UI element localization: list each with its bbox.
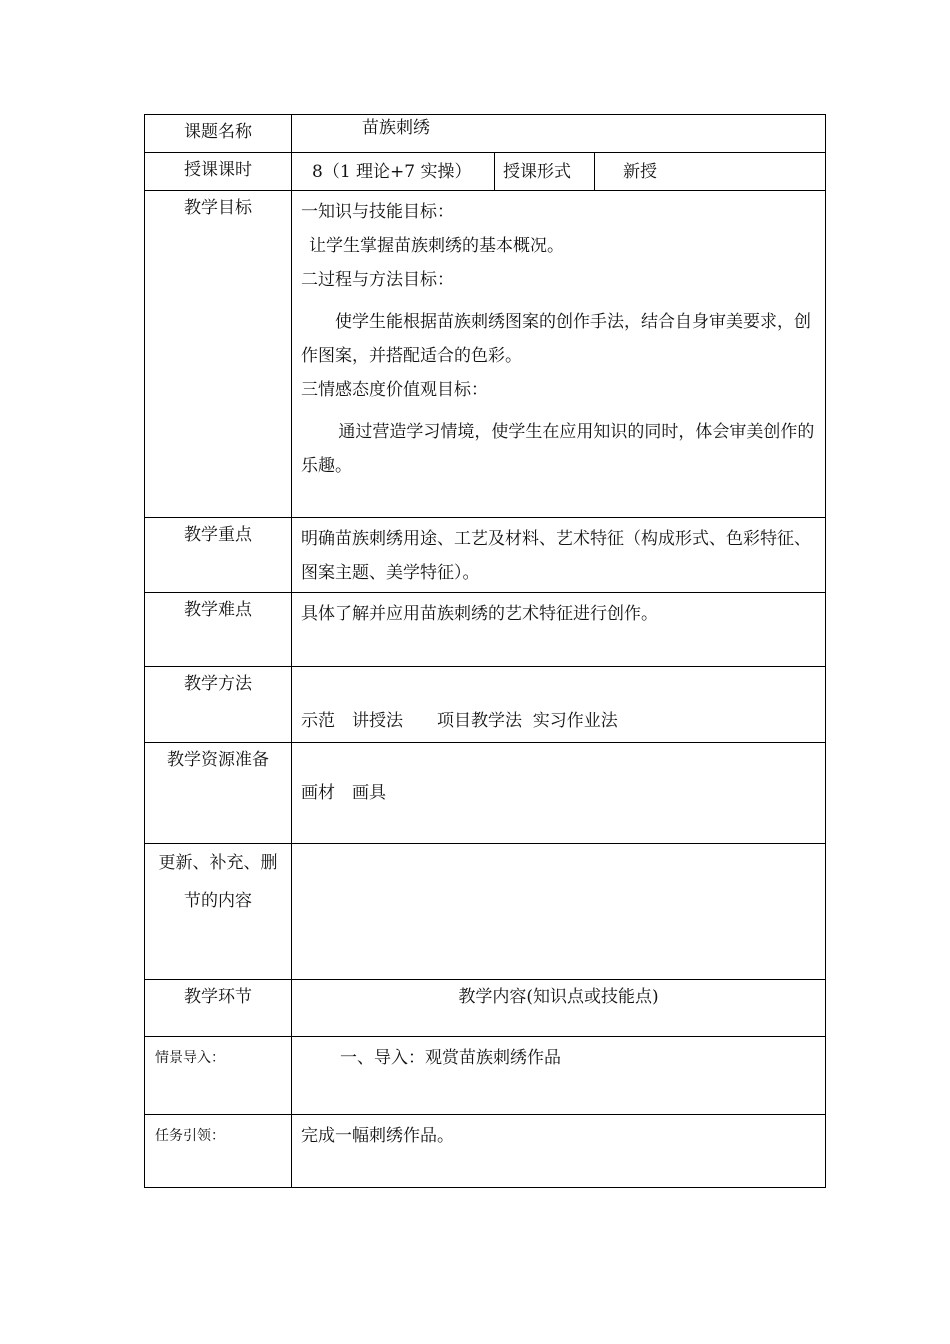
- updates-value: [292, 844, 826, 980]
- topic-value-cell: [292, 115, 826, 153]
- goal-heading-knowledge: 一知识与技能目标：: [301, 202, 454, 222]
- methods-label: 教学方法: [145, 667, 292, 743]
- goal-text-process: 使学生能根据苗族刺绣图案的创作手法，结合自身审美要求，创作图案，并搭配适合的色彩。: [301, 312, 811, 366]
- row-topic: [145, 115, 826, 153]
- key-points-value: 明确苗族刺绣用途、工艺及材料、艺术特征（构成形式、色彩特征、图案主题、美学特征）。: [301, 529, 811, 583]
- updates-label: [145, 844, 292, 980]
- hours-value: 8（1 理论+7 实操）: [292, 153, 495, 191]
- goal-heading-attitude: 三情感态度价值观目标：: [301, 380, 488, 400]
- goal-text-attitude: 通过营造学习情境，使学生在应用知识的同时，体会审美创作的乐趣。: [301, 422, 815, 476]
- row-task: [145, 1115, 826, 1188]
- row-methods: [145, 667, 826, 743]
- row-goals: [145, 191, 826, 518]
- updates-label-line2: 节的内容: [184, 891, 252, 911]
- lesson-plan-table: [144, 114, 826, 1188]
- resources-value: 画材 画具: [301, 783, 386, 803]
- difficulties-label: 教学难点: [145, 593, 292, 667]
- task-cell: [292, 1115, 826, 1188]
- row-resources: [145, 743, 826, 844]
- row-stage-header: [145, 980, 826, 1037]
- intro-label: 情景导入：: [145, 1037, 292, 1115]
- methods-cell: [292, 667, 826, 743]
- task-value: 完成一幅刺绣作品。: [301, 1126, 454, 1146]
- row-key-points: [145, 518, 826, 593]
- topic-label: 课题名称: [145, 115, 292, 153]
- row-hours: [145, 153, 826, 191]
- form-value: 新授: [595, 153, 826, 191]
- difficulties-cell: [292, 593, 826, 667]
- difficulties-value: 具体了解并应用苗族刺绣的艺术特征进行创作。: [301, 604, 658, 624]
- row-intro: [145, 1037, 826, 1115]
- resources-cell: [292, 743, 826, 844]
- row-difficulties: [145, 593, 826, 667]
- updates-label-line1: 更新、补充、删: [158, 853, 278, 873]
- goals-content: [292, 191, 826, 518]
- stage-header-label: 教学环节: [145, 980, 292, 1037]
- hours-label: 授课课时: [145, 153, 292, 191]
- row-updates: [145, 844, 826, 980]
- intro-value: 一、导入：观赏苗族刺绣作品: [340, 1048, 561, 1068]
- key-points-cell: [292, 518, 826, 593]
- goal-text-knowledge: 让学生掌握苗族刺绣的基本概况。: [309, 236, 564, 256]
- goals-label: 教学目标: [145, 191, 292, 518]
- topic-value: 苗族刺绣: [362, 118, 430, 138]
- stage-header-value: 教学内容(知识点或技能点): [292, 980, 826, 1037]
- intro-cell: [292, 1037, 826, 1115]
- task-label: 任务引领：: [145, 1115, 292, 1188]
- form-label: 授课形式: [495, 153, 595, 191]
- key-points-label: 教学重点: [145, 518, 292, 593]
- resources-label: 教学资源准备: [145, 743, 292, 844]
- methods-value: 示范 讲授法 项目教学法 实习作业法: [301, 711, 618, 731]
- goal-heading-process: 二过程与方法目标：: [301, 270, 454, 290]
